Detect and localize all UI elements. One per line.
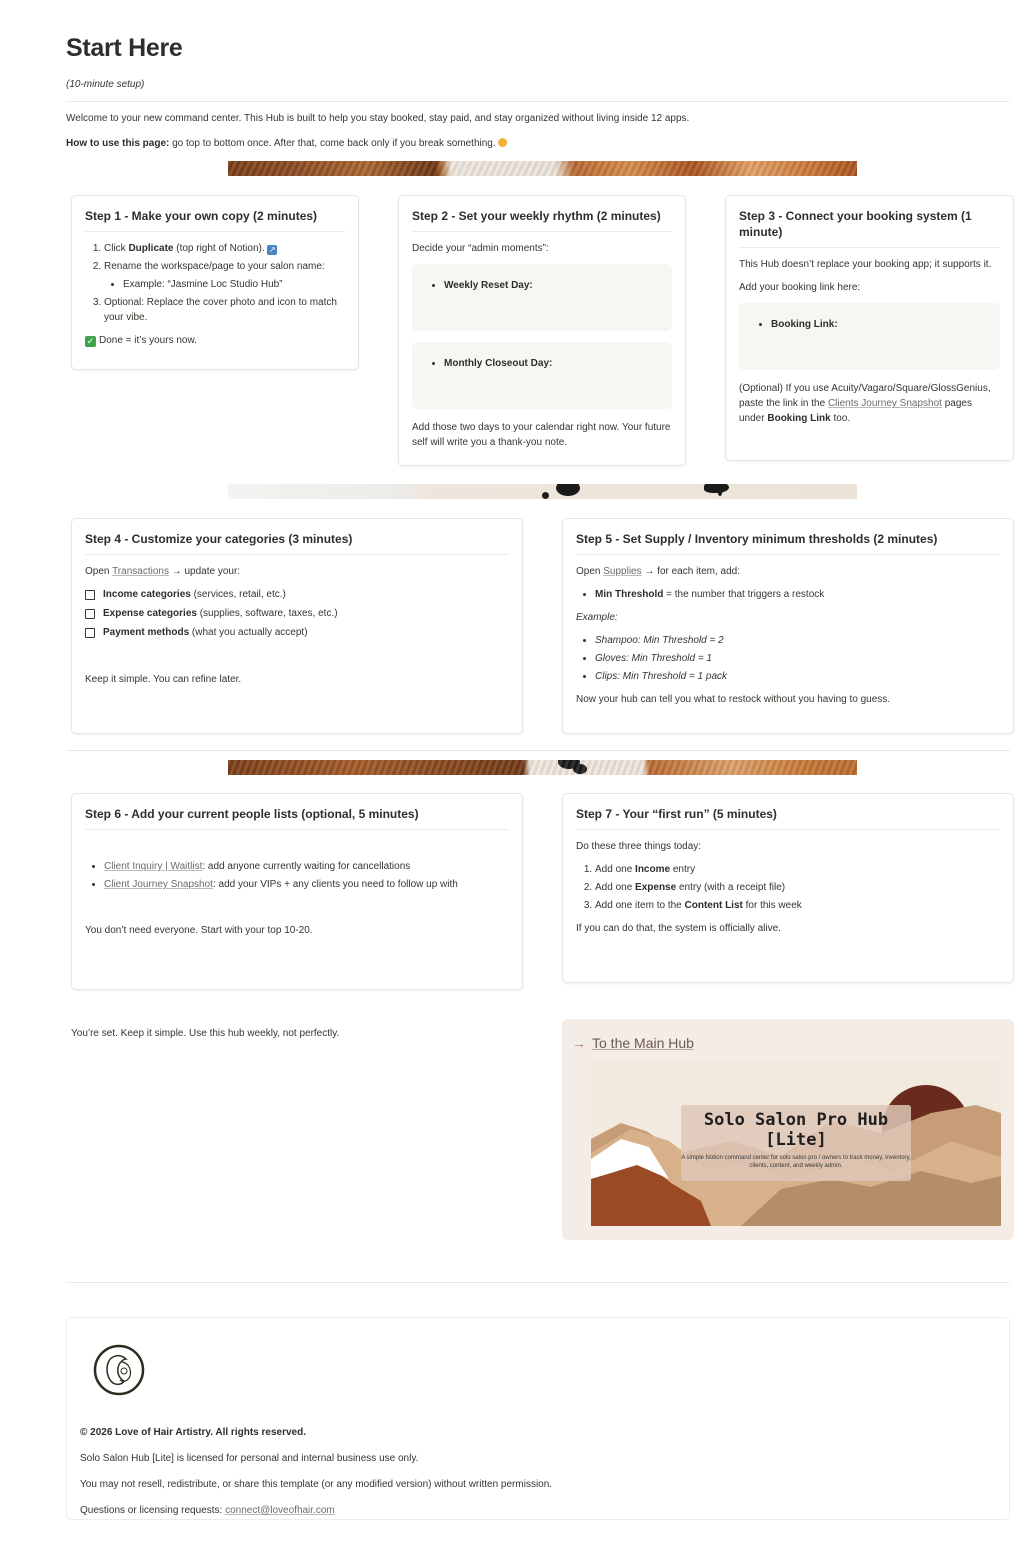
step5-title: Step 5 - Set Supply / Inventory minimum thresholds (2 minutes)	[576, 531, 1000, 555]
step1-title: Step 1 - Make your own copy (2 minutes)	[85, 208, 345, 232]
divider	[66, 750, 1010, 751]
step4-title: Step 4 - Customize your categories (3 minutes)	[85, 531, 509, 555]
list-item: • Shampoo: Min Threshold = 2	[595, 633, 1000, 648]
list-item: 1. Click Duplicate (top right of Notion). ↗	[104, 241, 345, 256]
step3-card	[725, 195, 1014, 461]
check-mark-icon: ✓	[86, 336, 95, 347]
page-subtitle: (10-minute setup)	[66, 79, 145, 90]
hub-image-desc: A simple Notion command center for solo salon pro / owners to track money, inventory, clients, content, and weekly admin.	[681, 1155, 911, 1169]
weekly-reset-callout[interactable]	[412, 264, 672, 331]
list-item: 3. Add one item to the Content List for this week	[595, 898, 1000, 913]
step6-card	[71, 793, 523, 990]
list-item: • Clips: Min Threshold = 1 pack	[595, 669, 1000, 684]
page-title: Start Here	[66, 34, 183, 62]
step4-open: Open Transactions → update your:	[85, 566, 241, 578]
booking-link-label: Booking Link:	[771, 319, 838, 331]
step2-outro: Add those two days to your calendar right now. Your future self will write you a thank-you note.	[412, 422, 671, 449]
list-item: 2. Add one Expense entry (with a receipt file)	[595, 880, 1000, 895]
clients-journey-link[interactable]: Clients Journey Snapshot	[827, 398, 942, 410]
list-item: • Client Journey Snapshot: add your VIPs + any clients you need to follow up with	[104, 877, 509, 892]
supplies-link[interactable]: Supplies	[603, 566, 642, 578]
footer-restriction: You may not resell, redistribute, or share this template (or any modified version) without written permission.	[80, 1479, 553, 1490]
step7-intro: Do these three things today:	[576, 841, 702, 853]
main-hub-callout	[562, 1019, 1014, 1240]
checkbox[interactable]	[85, 628, 95, 638]
brand-logo	[80, 1331, 158, 1409]
step5-open: Open Supplies → for each item, add:	[576, 566, 740, 578]
step7-card	[562, 793, 1014, 983]
checkbox[interactable]	[85, 609, 95, 619]
footer-license: Solo Salon Hub [Lite] is licensed for personal and internal business use only.	[80, 1453, 419, 1464]
checkbox[interactable]	[85, 590, 95, 600]
footer-contact: Questions or licensing requests: connect@loveofhair.com	[80, 1505, 335, 1516]
decorative-banner	[228, 161, 857, 176]
step2-intro: Decide your “admin moments”:	[412, 243, 549, 255]
step3-p3: (Optional) If you use Acuity/Vagaro/Square/GlossGenius, paste the link in the Clients Journey Snapshot pages under Booking Link too.	[739, 383, 991, 425]
smile-emoji-icon	[498, 138, 507, 147]
hub-image-title: Solo Salon Pro Hub [Lite]	[703, 1110, 889, 1150]
monthly-closeout-label: Monthly Closeout Day:	[444, 358, 553, 370]
howto-body: go top to bottom once. After that, come back only if you break something.	[169, 138, 499, 149]
decorative-banner	[228, 760, 857, 775]
step4-outro: Keep it simple. You can refine later.	[85, 674, 242, 686]
howto-label: How to use this page:	[66, 138, 170, 149]
step1-card	[71, 195, 359, 370]
brand-logo-icon	[80, 1331, 158, 1409]
booking-link-callout[interactable]	[739, 303, 1000, 370]
decorative-banner	[228, 484, 857, 499]
list-item: • Client Inquiry | Waitlist: add anyone currently waiting for cancellations	[104, 859, 509, 874]
howto-text	[66, 136, 507, 151]
step1-done: ✓ Done = it’s yours now.	[86, 335, 197, 347]
step7-outro: If you can do that, the system is officially alive.	[576, 923, 781, 935]
checklist-item[interactable]: Expense categories (supplies, software, taxes, etc.)	[85, 606, 509, 621]
main-hub-link[interactable]: → To the Main Hub	[572, 1035, 694, 1051]
step5-card	[562, 518, 1014, 734]
list-item: • Gloves: Min Threshold = 1	[595, 651, 1000, 666]
transactions-link[interactable]: Transactions	[112, 566, 169, 578]
external-arrow-icon: ↗	[269, 245, 276, 255]
checklist-item[interactable]: Income categories (services, retail, etc.)	[85, 587, 509, 602]
divider	[66, 101, 1010, 102]
step6-title: Step 6 - Add your current people lists (optional, 5 minutes)	[85, 806, 509, 830]
step2-card	[398, 195, 686, 466]
example-label: Example:	[576, 612, 618, 624]
main-hub-cover-image[interactable]	[591, 1061, 1001, 1226]
arrow-right-icon: →	[572, 1035, 586, 1051]
monthly-closeout-callout[interactable]	[412, 342, 672, 409]
closing-text: You’re set. Keep it simple. Use this hub weekly, not perfectly.	[71, 1028, 340, 1039]
step5-outro: Now your hub can tell you what to restock without you having to guess.	[576, 694, 891, 706]
client-inquiry-link[interactable]: Client Inquiry | Waitlist	[104, 861, 203, 873]
contact-email-link[interactable]: connect@loveofhair.com	[225, 1505, 335, 1516]
list-item: 1. Add one Income entry	[595, 862, 1000, 877]
client-journey-link[interactable]: Client Journey Snapshot	[104, 879, 213, 891]
list-item: • Example: “Jasmine Loc Studio Hub”	[123, 277, 345, 292]
checklist-item[interactable]: Payment methods (what you actually accept)	[85, 625, 509, 640]
list-item: • Min Threshold = the number that triggers a restock	[595, 587, 1000, 602]
step3-p2: Add your booking link here:	[739, 282, 861, 294]
step1-list	[85, 241, 345, 325]
hub-title-box	[681, 1105, 911, 1181]
list-item: 3. Optional: Replace the cover photo and icon to match your vibe.	[104, 295, 345, 325]
step3-p1: This Hub doesn’t replace your booking app; it supports it.	[739, 259, 992, 271]
step2-title: Step 2 - Set your weekly rhythm (2 minutes)	[412, 208, 672, 232]
divider	[66, 1282, 1010, 1283]
footer-copyright: © 2026 Love of Hair Artistry. All rights reserved.	[80, 1427, 306, 1438]
step4-card	[71, 518, 523, 734]
intro-text: Welcome to your new command center. This Hub is built to help you stay booked, stay paid, and stay organized without living inside 12 apps.	[66, 113, 690, 124]
list-item: 2. Rename the workspace/page to your salon name: • Example: “Jasmine Loc Studio Hub”	[104, 259, 345, 292]
step7-title: Step 7 - Your “first run” (5 minutes)	[576, 806, 1000, 830]
step6-outro: You don’t need everyone. Start with your top 10-20.	[85, 925, 313, 937]
weekly-reset-label: Weekly Reset Day:	[444, 280, 533, 292]
step3-title: Step 3 - Connect your booking system (1 minute)	[739, 208, 1000, 248]
footer-callout	[66, 1317, 1010, 1520]
